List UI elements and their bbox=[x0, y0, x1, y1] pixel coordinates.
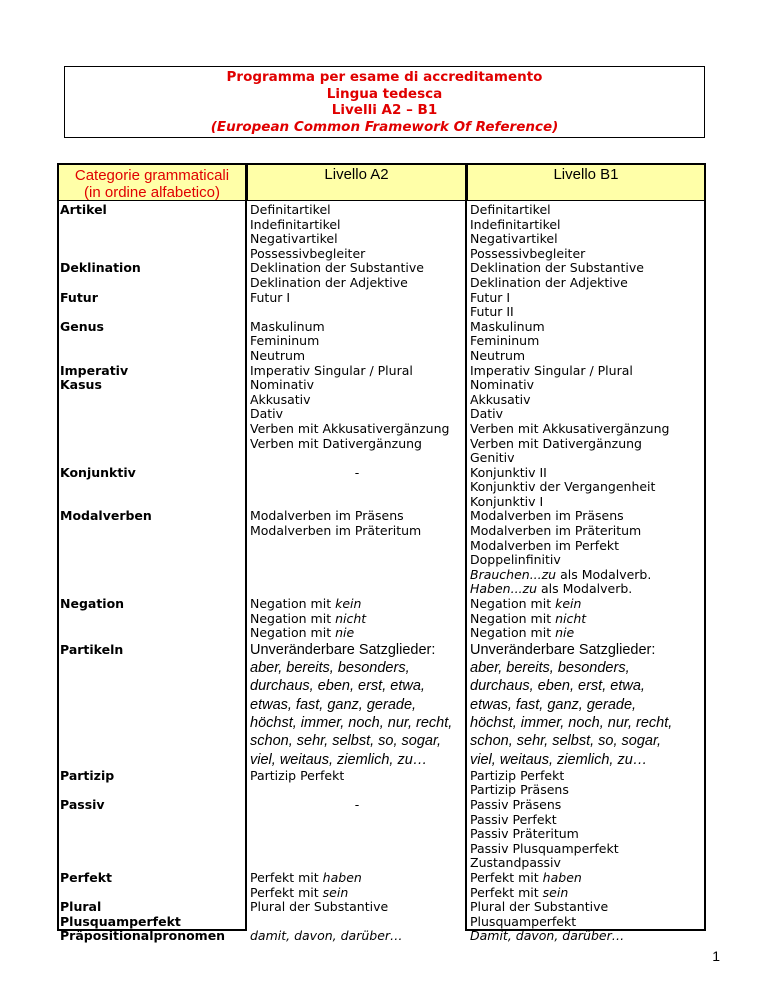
a2-konjunktiv-dash: - bbox=[354, 464, 360, 480]
a2-deklination-item: Deklination der Adjektive bbox=[250, 274, 408, 290]
title-line-1: Programma per esame di accreditamento bbox=[226, 69, 543, 85]
b1-negation-item: Negation mit kein bbox=[470, 596, 582, 612]
a2-negation-item: Negation mit nicht bbox=[250, 610, 367, 626]
a2-partikeln-line: aber, bereits, besonders, bbox=[250, 660, 410, 677]
a2-partikeln-line: etwas, fast, ganz, gerade, bbox=[250, 696, 417, 713]
b1-kasus-item: Nominativ bbox=[470, 377, 535, 393]
b1-passiv-item: Passiv Plusquamperfekt bbox=[470, 840, 619, 856]
a2-deklination-item: Deklination der Substantive bbox=[250, 260, 424, 276]
b1-konjunktiv-item: Konjunktiv II bbox=[470, 464, 547, 480]
title-box bbox=[64, 66, 705, 138]
category-artikel: Artikel bbox=[60, 202, 107, 217]
a2-passiv-dash: - bbox=[354, 797, 360, 813]
a2-artikel-item: Definitartikel bbox=[250, 202, 331, 217]
b1-passiv-item: Passiv Perfekt bbox=[470, 811, 557, 827]
b1-negation-item: Negation mit nicht bbox=[470, 610, 587, 626]
b1-passiv-item: Passiv Präsens bbox=[470, 797, 562, 813]
category-plural: Plural bbox=[60, 899, 102, 915]
b1-kasus-item: Dativ bbox=[470, 406, 504, 422]
a2-partizip-item: Partizip Perfekt bbox=[250, 767, 345, 783]
b1-genus-item: Maskulinum bbox=[470, 318, 545, 334]
a2-genus-item: Femininum bbox=[250, 333, 320, 349]
header-b1: Livello B1 bbox=[466, 163, 706, 201]
b1-artikel-item: Definitartikel bbox=[470, 202, 551, 217]
b1-perfekt-item: Perfekt mit haben bbox=[470, 870, 582, 886]
a2-kasus-item: Verben mit Akkusativergänzung bbox=[250, 420, 450, 436]
b1-kasus-item: Akkusativ bbox=[470, 391, 531, 407]
b1-praepositionalpronomen-item: Damit, davon, darüber… bbox=[470, 928, 625, 944]
b1-genus-item: Neutrum bbox=[470, 347, 526, 363]
b1-partizip-item: Partizip Präsens bbox=[470, 782, 569, 798]
a2-kasus-item: Akkusativ bbox=[250, 391, 311, 407]
a2-kasus-item: Verben mit Dativergänzung bbox=[250, 435, 422, 451]
b1-passiv-item: Zustandpassiv bbox=[470, 855, 561, 871]
title-line-2: Lingua tedesca bbox=[326, 85, 443, 102]
a2-genus-item: Neutrum bbox=[250, 347, 306, 363]
a2-negation-item: Negation mit kein bbox=[250, 596, 362, 612]
table-border-col2-left bbox=[465, 201, 467, 931]
a2-partikeln-line: viel, weitaus, ziemlich, zu… bbox=[250, 751, 428, 768]
category-negation: Negation bbox=[60, 596, 125, 612]
b1-artikel-item: Possessivbegleiter bbox=[470, 245, 586, 261]
b1-kasus-item: Genitiv bbox=[470, 450, 515, 466]
category-modalverben: Modalverben bbox=[60, 508, 152, 524]
category-imperativ: Imperativ bbox=[60, 362, 129, 378]
b1-partikeln-line: durchaus, eben, erst, etwa, bbox=[470, 678, 645, 695]
title-line-4: (European Common Framework Of Reference) bbox=[210, 118, 559, 135]
category-praepositionalpronomen: Präpositionalpronomen bbox=[60, 928, 226, 944]
table-border-right bbox=[704, 201, 706, 931]
category-futur: Futur bbox=[60, 289, 98, 305]
table-border-left bbox=[57, 201, 59, 931]
header-categories bbox=[57, 163, 247, 201]
a2-praepositionalpronomen-item: damit, davon, darüber… bbox=[250, 928, 403, 944]
b1-passiv-item: Passiv Präteritum bbox=[470, 826, 579, 842]
b1-deklination-item: Deklination der Adjektive bbox=[470, 274, 628, 290]
category-konjunktiv: Konjunktiv bbox=[60, 464, 136, 480]
category-partikeln: Partikeln bbox=[60, 641, 124, 657]
b1-plusquamperfekt-item: Plusquamperfekt bbox=[470, 913, 577, 929]
b1-negation-item: Negation mit nie bbox=[470, 625, 575, 641]
a2-perfekt-item: Perfekt mit sein bbox=[250, 884, 349, 900]
a2-modalverben-item: Modalverben im Präsens bbox=[250, 508, 404, 524]
header-categories-line-2: (in ordine alfabetico) bbox=[84, 184, 220, 201]
b1-partikeln-line: aber, bereits, besonders, bbox=[470, 660, 630, 677]
title-line-3: Livelli A2 – B1 bbox=[331, 102, 438, 118]
b1-futur-item: Futur I bbox=[470, 289, 511, 305]
a2-futur-item: Futur I bbox=[250, 289, 291, 305]
a2-imperativ-item: Imperativ Singular / Plural bbox=[250, 362, 413, 378]
b1-partikeln-line: viel, weitaus, ziemlich, zu… bbox=[470, 751, 648, 768]
b1-modalverben-item: Modalverben im Präsens bbox=[470, 508, 624, 524]
a2-artikel-item: Indefinitartikel bbox=[250, 216, 341, 232]
b1-partikeln-line: höchst, immer, noch, nur, recht, bbox=[470, 715, 673, 731]
category-partizip: Partizip bbox=[60, 767, 115, 783]
page-number: 1 bbox=[712, 948, 720, 964]
b1-modalverben-item: Modalverben im Präteritum bbox=[470, 523, 642, 539]
a2-genus-item: Maskulinum bbox=[250, 318, 325, 334]
a2-partikeln-line: schon, sehr, selbst, so, sogar, bbox=[250, 733, 442, 750]
a2-plural-item: Plural der Substantive bbox=[250, 899, 389, 915]
a2-perfekt-item: Perfekt mit haben bbox=[250, 870, 362, 886]
a2-column bbox=[250, 203, 464, 944]
category-genus: Genus bbox=[60, 318, 104, 334]
category-plusquamperfekt: Plusquamperfekt bbox=[60, 913, 181, 929]
b1-partikeln-intro: Unveränderbare Satzglieder: bbox=[470, 641, 656, 658]
b1-modalverben-item: Modalverben im Perfekt bbox=[470, 537, 620, 553]
b1-partizip-item: Partizip Perfekt bbox=[470, 767, 565, 783]
b1-modalverben-item: Haben...zu als Modalverb. bbox=[470, 581, 633, 597]
category-perfekt: Perfekt bbox=[60, 870, 113, 886]
b1-artikel-item: Indefinitartikel bbox=[470, 216, 561, 232]
a2-partikeln-intro: Unveränderbare Satzglieder: bbox=[250, 641, 436, 658]
b1-imperativ-item: Imperativ Singular / Plural bbox=[470, 362, 633, 378]
b1-deklination-item: Deklination der Substantive bbox=[470, 260, 644, 276]
b1-partikeln-line: etwas, fast, ganz, gerade, bbox=[470, 696, 637, 713]
b1-kasus-item: Verben mit Dativergänzung bbox=[470, 435, 642, 451]
b1-perfekt-item: Perfekt mit sein bbox=[470, 884, 569, 900]
b1-futur-item: Futur II bbox=[470, 304, 514, 320]
b1-konjunktiv-item: Konjunktiv I bbox=[470, 493, 544, 509]
b1-column bbox=[470, 203, 704, 944]
b1-artikel-item: Negativartikel bbox=[470, 231, 558, 247]
b1-partikeln-line: schon, sehr, selbst, so, sogar, bbox=[470, 733, 662, 750]
a2-artikel-item: Possessivbegleiter bbox=[250, 245, 366, 261]
header-a2: Livello A2 bbox=[246, 163, 467, 201]
b1-kasus-item: Verben mit Akkusativergänzung bbox=[470, 420, 670, 436]
header-categories-line-1: Categorie grammaticali bbox=[74, 167, 230, 184]
category-passiv: Passiv bbox=[60, 797, 105, 813]
category-kasus: Kasus bbox=[60, 377, 102, 393]
a2-partikeln-line: höchst, immer, noch, nur, recht, bbox=[250, 715, 453, 731]
table-border-col1-right bbox=[245, 201, 247, 931]
a2-partikeln-line: durchaus, eben, erst, etwa, bbox=[250, 678, 425, 695]
a2-modalverben-item: Modalverben im Präteritum bbox=[250, 523, 422, 539]
category-deklination: Deklination bbox=[60, 260, 141, 276]
b1-modalverben-item: Brauchen...zu als Modalverb. bbox=[470, 566, 652, 582]
b1-genus-item: Femininum bbox=[470, 333, 540, 349]
b1-konjunktiv-item: Konjunktiv der Vergangenheit bbox=[470, 479, 656, 495]
b1-modalverben-item: Doppelinfinitiv bbox=[470, 552, 561, 568]
a2-negation-item: Negation mit nie bbox=[250, 625, 355, 641]
a2-kasus-item: Dativ bbox=[250, 406, 284, 422]
a2-kasus-item: Nominativ bbox=[250, 377, 315, 393]
categories-column bbox=[60, 203, 245, 944]
a2-artikel-item: Negativartikel bbox=[250, 231, 338, 247]
b1-plural-item: Plural der Substantive bbox=[470, 899, 609, 915]
